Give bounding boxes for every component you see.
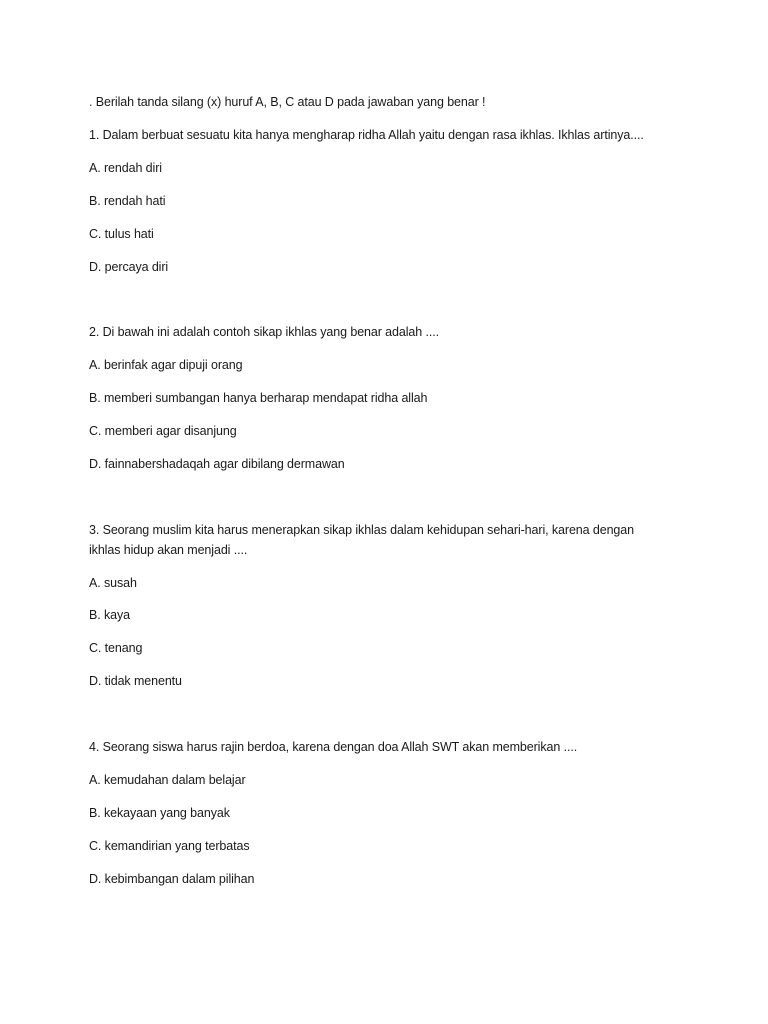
question-3-text-line-1: 3. Seorang muslim kita harus menerapkan sikap ikhlas dalam kehidupan sehari-hari, karena dengan [89, 523, 634, 537]
question-3-option-c: C. tenang [89, 641, 143, 655]
question-3-option-d: D. tidak menentu [89, 674, 182, 688]
question-1-option-a: A. rendah diri [89, 161, 162, 175]
question-2-option-a: A. berinfak agar dipuji orang [89, 358, 243, 372]
question-4-option-b: B. kekayaan yang banyak [89, 806, 230, 820]
question-1-text: 1. Dalam berbuat sesuatu kita hanya mengharap ridha Allah yaitu dengan rasa ikhlas. Ikhlas artinya.... [89, 128, 644, 142]
instruction-text: . Berilah tanda silang (x) huruf A, B, C atau D pada jawaban yang benar ! [89, 95, 486, 109]
question-3-option-a: A. susah [89, 576, 137, 590]
question-2-option-b: B. memberi sumbangan hanya berharap mendapat ridha allah [89, 391, 428, 405]
question-1-option-c: C. tulus hati [89, 227, 154, 241]
question-2-text: 2. Di bawah ini adalah contoh sikap ikhlas yang benar adalah .... [89, 325, 439, 339]
question-4-option-c: C. kemandirian yang terbatas [89, 839, 250, 853]
question-1-option-b: B. rendah hati [89, 194, 166, 208]
question-4-option-d: D. kebimbangan dalam pilihan [89, 872, 255, 886]
question-2-option-c: C. memberi agar disanjung [89, 424, 237, 438]
question-4-text: 4. Seorang siswa harus rajin berdoa, karena dengan doa Allah SWT akan memberikan .... [89, 740, 578, 754]
question-4-option-a: A. kemudahan dalam belajar [89, 773, 246, 787]
question-2-option-d: D. fainnabershadaqah agar dibilang dermawan [89, 457, 345, 471]
question-3-text-line-2: ikhlas hidup akan menjadi .... [89, 543, 248, 557]
question-1-option-d: D. percaya diri [89, 260, 169, 274]
question-3-option-b: B. kaya [89, 608, 130, 622]
